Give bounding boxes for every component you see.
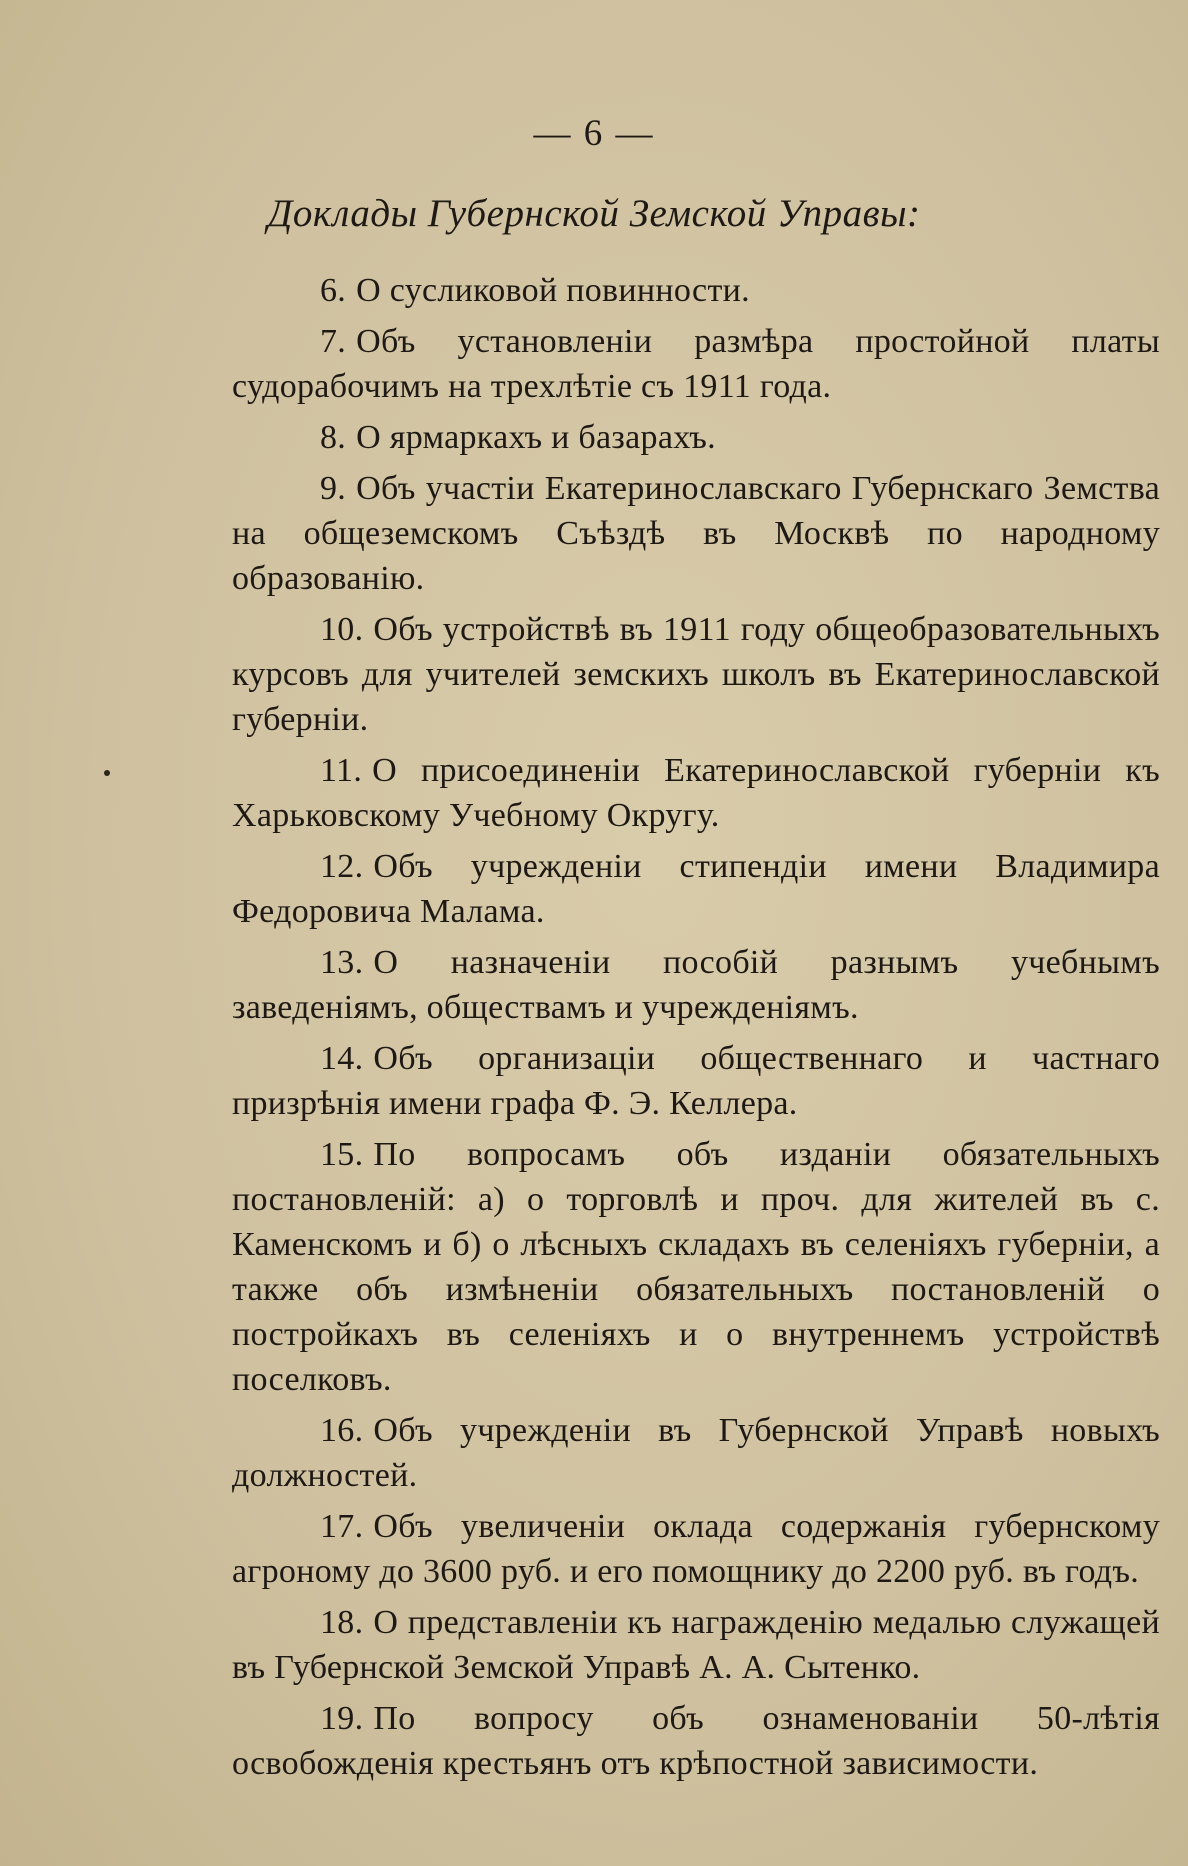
item-number: 17. — [320, 1508, 364, 1545]
list-item — [232, 940, 1160, 1030]
item-number: 14. — [320, 1040, 364, 1077]
ink-speck — [104, 770, 110, 776]
item-text: Объ установленiи размѣра простойной платы судорабочимъ на трехлѣтiе съ 1911 года. — [232, 323, 1160, 405]
list-item — [232, 1696, 1160, 1786]
item-text: Объ устройствѣ въ 1911 году общеобразовательныхъ курсовъ для учителей земскихъ школъ въ Екатеринославской губернiи. — [232, 611, 1160, 738]
item-text: Объ увеличенiи оклада содержанiя губернскому агроному до 3600 руб. и его помощнику до 2200 руб. въ годъ. — [232, 1508, 1160, 1590]
section-heading: Доклады Губернской Земской Управы: — [267, 192, 921, 235]
item-number: 10. — [320, 611, 364, 648]
list-item — [232, 415, 1160, 460]
page-number: — 6 — — [533, 113, 655, 154]
item-number: 15. — [320, 1136, 364, 1173]
item-number: 9. — [320, 470, 347, 507]
item-text: Объ учрежденiи стипендiи имени Владимира Федоровича Малама. — [232, 848, 1160, 930]
item-number: 6. — [320, 272, 347, 309]
item-text: Объ организацiи общественнаго и частнаго призрѣнiя имени графа Ф. Э. Келлера. — [232, 1040, 1160, 1122]
item-text: О представленiи къ награжденiю медалью служащей въ Губернской Земской Управѣ А. А. Сытенко. — [232, 1604, 1160, 1686]
list-item — [232, 607, 1160, 742]
item-list — [232, 268, 1160, 1792]
list-item — [232, 748, 1160, 838]
item-text: О присоединенiи Екатеринославской губернiи къ Харьковскому Учебному Округу. — [232, 752, 1160, 834]
item-number: 11. — [320, 752, 363, 789]
item-number: 19. — [320, 1700, 364, 1737]
item-number: 8. — [320, 419, 347, 456]
list-item — [232, 1504, 1160, 1594]
item-number: 13. — [320, 944, 364, 981]
list-item — [232, 1036, 1160, 1126]
list-item — [232, 1600, 1160, 1690]
list-item — [232, 319, 1160, 409]
item-text: Объ учрежденiи въ Губернской Управѣ новыхъ должностей. — [232, 1412, 1160, 1494]
item-text: О сусликовой повинности. — [356, 272, 750, 309]
list-item — [232, 466, 1160, 601]
list-item — [232, 1132, 1160, 1402]
item-text: По вопросу объ ознаменованiи 50-лѣтiя освобожденiя крестьянъ отъ крѣпостной зависимости. — [232, 1700, 1160, 1782]
list-item — [232, 844, 1160, 934]
item-text: О назначенiи пособiй разнымъ учебнымъ заведенiямъ, обществамъ и учрежденiямъ. — [232, 944, 1160, 1026]
item-number: 18. — [320, 1604, 364, 1641]
item-text: По вопросамъ объ изданiи обязательныхъ постановленiй: а) о торговлѣ и проч. для жителей въ с. Каменскомъ и б) о лѣсныхъ складахъ въ селенiяхъ губернiи, а также объ измѣненiи обязательныхъ постановленiй о постройкахъ въ селенiяхъ и о внутреннемъ устройствѣ поселковъ. — [232, 1136, 1160, 1398]
item-text: О ярмаркахъ и базарахъ. — [356, 419, 716, 456]
item-number: 16. — [320, 1412, 364, 1449]
item-text: Объ участiи Екатеринославскаго Губернскаго Земства на общеземскомъ Съѣздѣ въ Москвѣ по народному образованiю. — [232, 470, 1160, 597]
list-item — [232, 1408, 1160, 1498]
item-number: 7. — [320, 323, 347, 360]
item-number: 12. — [320, 848, 364, 885]
list-item — [232, 268, 1160, 313]
